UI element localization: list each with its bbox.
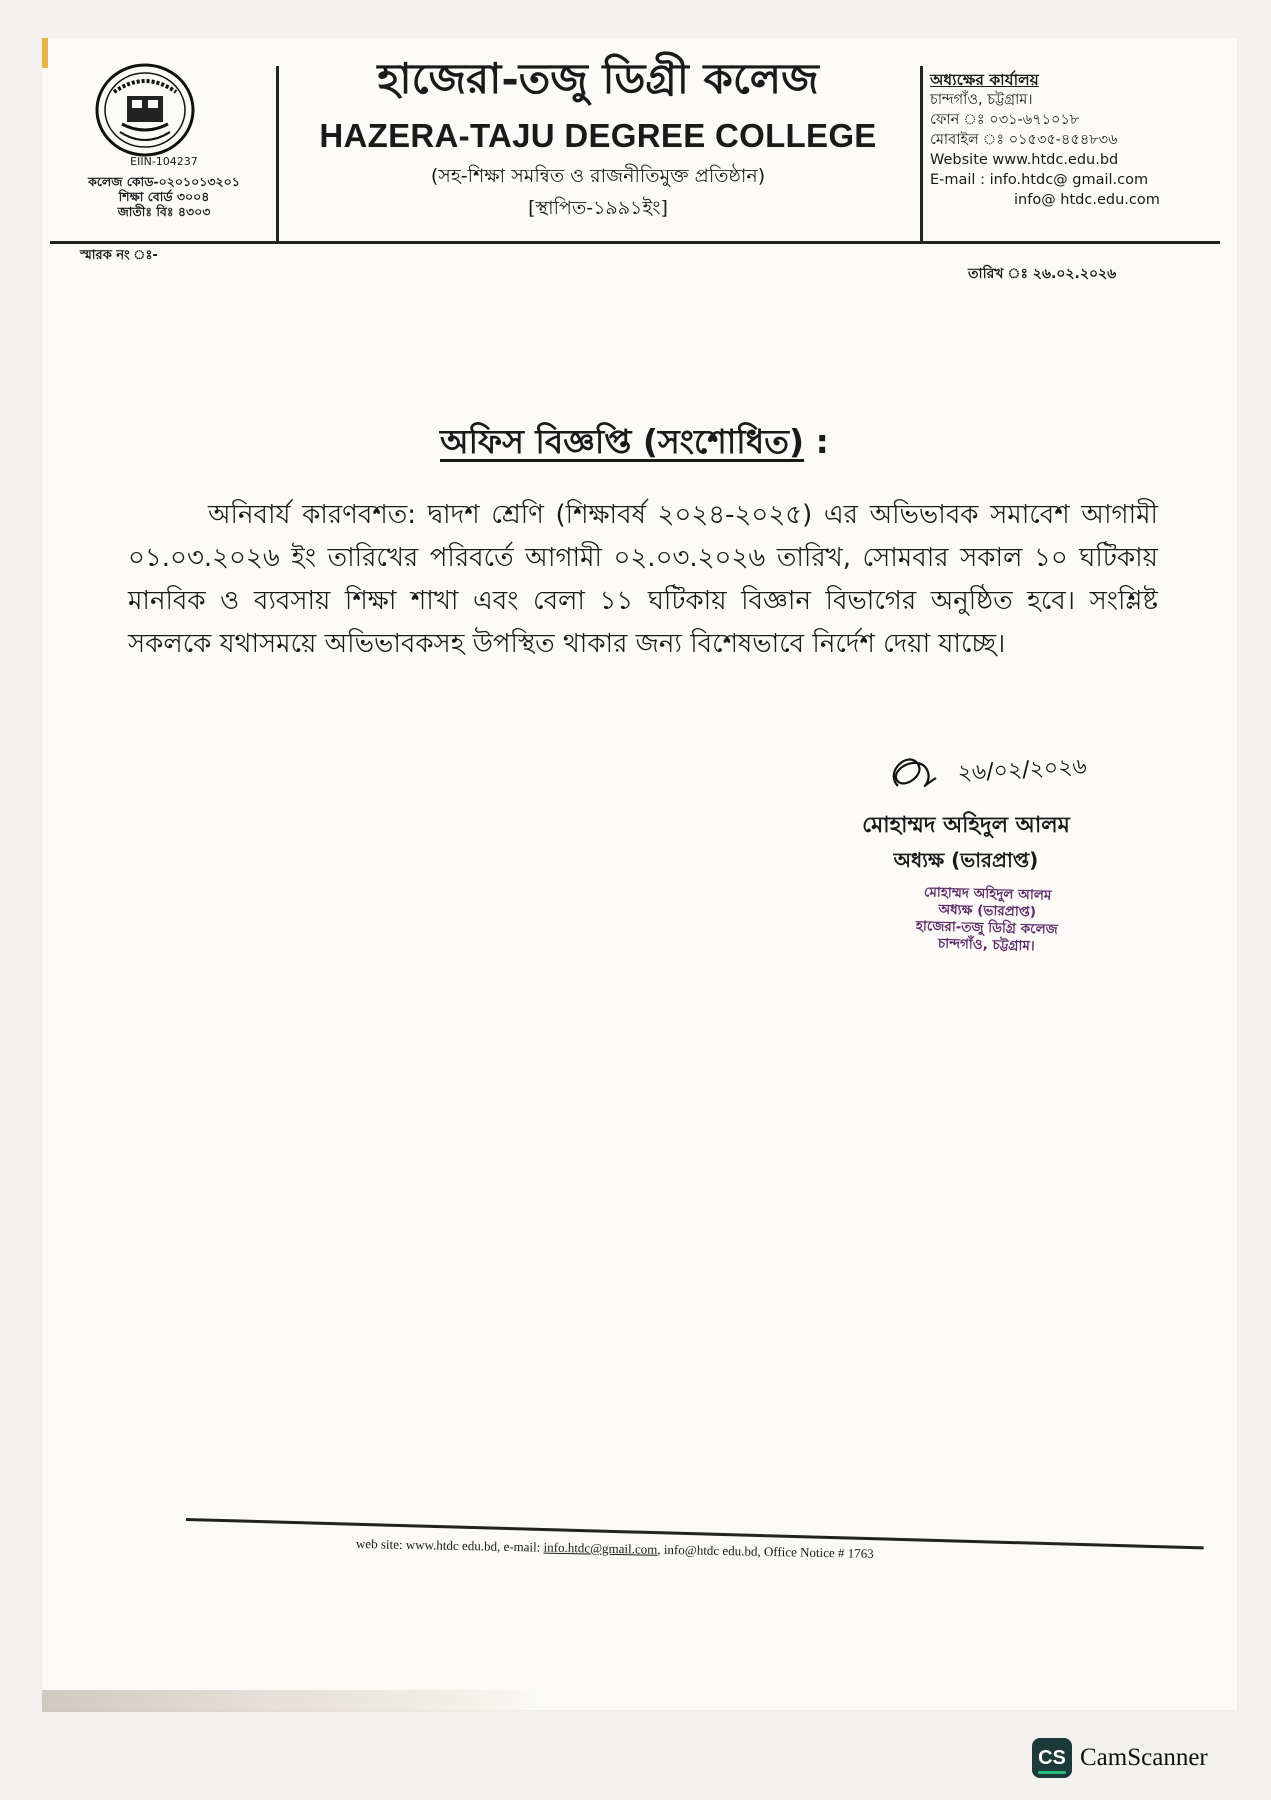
footer-text-start: web site: www.htdc edu.bd, e-mail: (355, 1536, 544, 1555)
college-logo-icon (94, 62, 196, 158)
camscanner-icon: CS (1032, 1738, 1072, 1778)
eiin-number: EIIN-104237 (130, 155, 198, 168)
stamp-line: হাজেরা-তজু ডিগ্রি কলেজ (915, 918, 1058, 938)
college-name-english: HAZERA-TAJU DEGREE COLLEGE (319, 117, 877, 154)
phone: ফোন ঃ ০৩১-৬৭১০১৮ (930, 112, 1080, 128)
college-name-bangla: হাজেরা-তজু ডিগ্রী কলেজ (377, 54, 819, 103)
signatory-name: মোহাম্মদ অহিদুল আলম (862, 813, 1070, 838)
stamp-line: অধ্যক্ষ (ভারপ্রাপ্ত) (938, 901, 1037, 921)
official-stamp (861, 883, 1113, 958)
email-secondary: info@ htdc.edu.com (1014, 192, 1160, 208)
national-code: জাতীঃ বিঃ ৪৩০৩ (117, 204, 211, 219)
page-edge-mark (42, 38, 48, 68)
notice-title (440, 420, 829, 464)
stamp-line: চান্দগাঁও, চট্টগ্রাম। (937, 935, 1035, 955)
board-code: শিক্ষা বোর্ড ৩০০৪ (118, 189, 210, 204)
office-label: অধ্যক্ষের কার্যালয় (930, 71, 1039, 89)
camscanner-watermark (1032, 1738, 1208, 1778)
handwritten-signature (878, 742, 1128, 806)
header-divider-right (920, 66, 923, 241)
signatory-title: অধ্যক্ষ (ভারপ্রাপ্ত) (893, 848, 1039, 872)
footer-text-end: , info@htdc edu.bd, Office Notice # 1763 (657, 1541, 874, 1561)
contact-block (930, 70, 1230, 210)
page-shadow (42, 1690, 542, 1712)
college-established: [স্থাপিত-১৯৯১ইং] (528, 197, 668, 219)
notice-body: অনিবার্য কারণবশত: দ্বাদশ শ্রেণি (শিক্ষাবর্ষ ২০২৪-২০২৫) এর অভিভাবক সমাবেশ আগামী ০১.০৩.২০২৬ ইং তারিখের পরিবর্তে আগামী ০২.০৩.২০২৬ তারিখ, সোমবার সকাল ১০ ঘটিকায় মানবিক ও ব্যবসায় শিক্ষা শাখা এবং বেলা ১১ ঘটিকায় বিজ্ঞান বিভাগের অনুষ্ঠিত হবে। সংশ্লিষ্ট সকলকে যথাসময়ে অভিভাবকসহ উপস্থিত থাকার জন্য বিশেষভাবে নির্দেশ দেয়া যাচ্ছে। (128, 500, 1158, 659)
memo-number: স্মারক নং ঃ- (80, 248, 158, 263)
stamp-line: মোহাম্মদ অহিদুল আলম (923, 884, 1052, 904)
college-codes (48, 154, 280, 219)
mobile: মোবাইল ঃ ০১৫৩৫-৪৫৪৮৩৬ (930, 132, 1118, 148)
camscanner-label: CamScanner (1080, 1744, 1208, 1771)
signature-date: ২৬/০২/২০২৬ (957, 754, 1088, 786)
header-divider-left (276, 66, 279, 241)
college-subtitle: (সহ-শিক্ষা সমন্বিত ও রাজনীতিমুক্ত প্রতিষ্ঠান) (430, 165, 766, 187)
email-primary: E-mail : info.htdc@ gmail.com (930, 172, 1149, 188)
college-code: কলেজ কোড-০২০১০১৩২০১ (88, 174, 240, 189)
notice-title-text: অফিস বিজ্ঞপ্তি (সংশোধিত) (440, 422, 805, 461)
footer-email-link: info.htdc@gmail.com (543, 1539, 658, 1557)
address: চান্দগাঁও, চট্টগ্রাম। (930, 92, 1033, 108)
website: Website www.htdc.edu.bd (930, 152, 1119, 168)
header-rule (50, 241, 1220, 244)
notice-date: তারিখ ঃ ২৬.০২.২০২৬ (968, 266, 1117, 282)
notice-title-suffix: : (804, 422, 829, 461)
